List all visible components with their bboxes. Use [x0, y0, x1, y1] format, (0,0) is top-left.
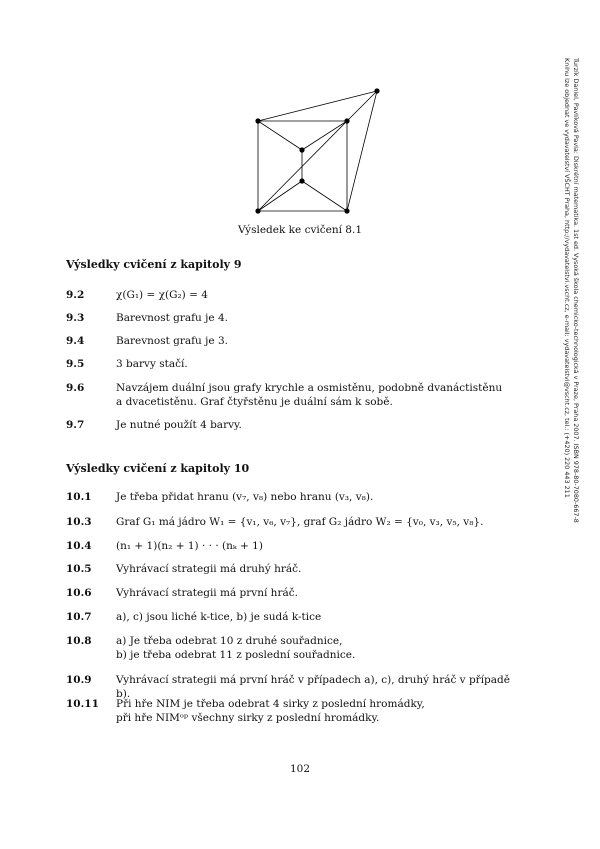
item-text: Vyhrávací strategii má první hráč v případech a), c), druhý hráč v případě b).	[116, 674, 510, 700]
item-number: 9.6	[66, 382, 85, 394]
vertex	[299, 147, 304, 152]
item-number: 9.5	[66, 358, 85, 370]
edge	[258, 121, 302, 150]
vertex	[299, 178, 304, 183]
item-text: 3 barvy stačí.	[116, 358, 188, 370]
item-number: 9.4	[66, 335, 85, 347]
item-text: Barevnost grafu je 4.	[116, 312, 228, 324]
item-text: Navzájem duální jsou grafy krychle a osmistěnu, podobně dvanáctistěnu	[116, 382, 503, 394]
item-number: 9.2	[66, 289, 85, 301]
item-number: 10.4	[66, 540, 92, 552]
side-note	[548, 58, 580, 618]
item-number: 10.3	[66, 516, 92, 528]
item-number: 10.7	[66, 611, 92, 623]
vertex	[374, 88, 379, 93]
side-note-line-2: Knihu lze objednat ve vydavatelství VŠCHT Praha, http://vydavatelstvi.vscht.cz, e-mail: vydavatelstvi@vscht.cz, tel.: (+420) 220 443 211	[563, 58, 571, 498]
item-number: 10.11	[66, 698, 99, 710]
edge	[302, 181, 347, 211]
item-text: χ(G₁) = χ(G₂) = 4	[116, 289, 208, 301]
graph-figure	[240, 80, 400, 220]
item-text: Barevnost grafu je 3.	[116, 335, 228, 347]
figure-caption: Výsledek ke cvičení 8.1	[237, 224, 363, 236]
edge	[347, 91, 377, 211]
item-text: (n₁ + 1)(n₂ + 1) · · · (nₖ + 1)	[116, 540, 263, 552]
page-number: 102	[289, 763, 311, 775]
item-text: a), c) jsou liché k-tice, b) je sudá k-tice	[116, 611, 322, 623]
item-number: 9.3	[66, 312, 85, 324]
vertex	[344, 208, 349, 213]
side-note-line-1: Turzík Daniel, Pavlíková Pavla: Diskrétní matematika. 1st ed. Vysoká škola chemicko-technologická v Praze, Praha 2007. ISBN 978-80-7080-667-8	[572, 58, 580, 523]
side-note-text	[562, 58, 580, 618]
item-number: 10.9	[66, 674, 92, 686]
item-text: Vyhrávací strategii má první hráč.	[116, 587, 298, 599]
item-text: Graf G₁ má jádro W₁ = {v₁, v₆, v₇}, graf G₂ jádro W₂ = {v₀, v₃, v₅, v₈}.	[116, 516, 484, 528]
edge	[302, 121, 347, 150]
item-text: Vyhrávací strategii má druhý hráč.	[116, 563, 302, 575]
item-text: Je třeba přidat hranu (v₇, v₈) nebo hranu (v₃, v₈).	[116, 491, 374, 503]
item-number: 10.1	[66, 491, 92, 503]
item-number: 10.5	[66, 563, 92, 575]
vertex	[255, 208, 260, 213]
edge	[258, 91, 377, 121]
edge	[258, 121, 347, 211]
item-number: 10.6	[66, 587, 92, 599]
item-number: 10.8	[66, 635, 92, 647]
item-text: a) Je třeba odebrat 10 z druhé souřadnice,	[116, 635, 343, 647]
item-text-line2: při hře NIMᵒᵖ všechny sirky z poslední hromádky.	[116, 712, 380, 724]
item-number: 9.7	[66, 419, 85, 431]
section-title-9: Výsledky cvičení z kapitoly 9	[66, 258, 242, 271]
edge	[347, 91, 377, 121]
vertex	[344, 118, 349, 123]
section-title-10: Výsledky cvičení z kapitoly 10	[66, 462, 250, 475]
edge	[258, 181, 302, 211]
item-text-line2: a dvacetistěnu. Graf čtyřstěnu je duální sám k sobě.	[116, 396, 393, 408]
item-text: Při hře NIM je třeba odebrat 4 sirky z poslední hromádky,	[116, 698, 425, 710]
vertex	[255, 118, 260, 123]
item-text-line2: b) je třeba odebrat 11 z poslední souřadnice.	[116, 649, 356, 661]
item-text: Je nutné použít 4 barvy.	[116, 419, 242, 431]
